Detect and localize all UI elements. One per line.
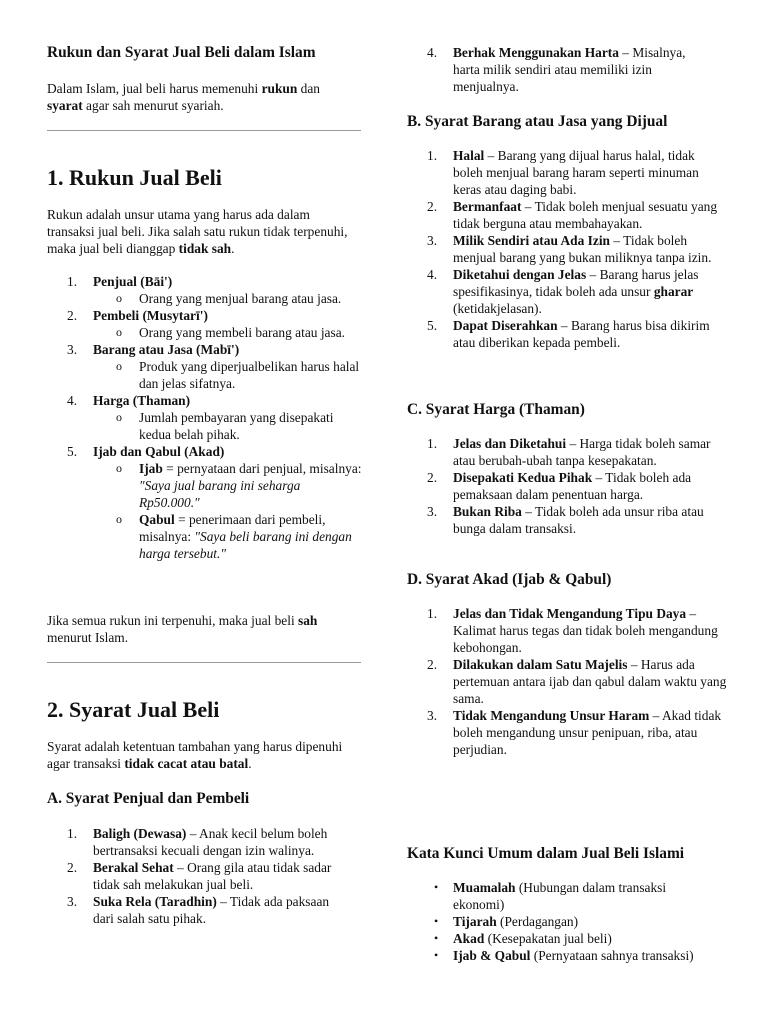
subheading-syarat-akad: D. Syarat Akad (Ijab & Qabul) (407, 571, 612, 588)
list-item: • Muamalah (Hubungan dalam transaksi ekonomi) (434, 880, 667, 912)
list-item: 2. Pembeli (Musytarī') o Orang yang membeli barang atau jasa. (47, 307, 363, 341)
intro-paragraph: Dalam Islam, jual beli harus memenuhi rukun dan syarat agar sah menurut syariah. (47, 81, 320, 113)
syarat-penjual-list-continued (407, 44, 707, 95)
sub-list-item: o Orang yang membeli barang atau jasa. (116, 325, 345, 340)
syarat-akad-list (407, 605, 727, 758)
sub-list (93, 460, 363, 562)
sub-list-item: o Orang yang menjual barang atau jasa. (116, 291, 342, 306)
list-item: 4. Berhak Menggunakan Harta – Misalnya, harta milik sendiri atau memiliki izin menjualnya. (427, 45, 686, 94)
syarat-barang-list (407, 147, 723, 351)
list-item: • Ijab & Qabul (Pernyataan sahnya transaksi) (434, 948, 694, 963)
sub-list (93, 324, 363, 341)
list-item: 3. Bukan Riba – Tidak boleh ada unsur riba atau bunga dalam transaksi. (427, 504, 704, 536)
list-item: 5. Dapat Diserahkan – Barang harus bisa dikirim atau diberikan kepada pembeli. (427, 318, 710, 350)
syarat-description: Syarat adalah ketentuan tambahan yang harus dipenuhi agar transaksi tidak cacat atau batal. (47, 739, 343, 771)
list-item: 1. Halal – Barang yang dijual harus halal, tidak boleh menjual barang haram seperti minuman keras atau daging babi. (427, 148, 699, 197)
list-item: 3. Barang atau Jasa (Mabī') o Produk yang diperjualbelikan harus halal dan jelas sifatnya. (47, 341, 363, 392)
subheading-syarat-barang: B. Syarat Barang atau Jasa yang Dijual (407, 113, 668, 130)
list-item: 2. Bermanfaat – Tidak boleh menjual sesuatu yang tidak berguna atau membahayakan. (427, 199, 718, 231)
list-item: 2. Dilakukan dalam Satu Majelis – Harus ada pertemuan antara ijab dan qabul dalam waktu yang sama. (427, 657, 727, 706)
list-item: 1. Jelas dan Tidak Mengandung Tipu Daya – Kalimat harus tegas dan tidak boleh mengandung kebohongan. (427, 606, 718, 655)
list-item: 1. Baligh (Dewasa) – Anak kecil belum boleh bertransaksi kecuali dengan izin walinya. (67, 826, 328, 858)
rukun-list (47, 273, 363, 562)
list-item: • Tijarah (Perdagangan) (434, 914, 579, 929)
subheading-syarat-penjual: A. Syarat Penjual dan Pembeli (47, 790, 250, 807)
sub-list (93, 290, 363, 307)
section-heading-syarat: 2. Syarat Jual Beli (47, 697, 220, 722)
document-title: Rukun dan Syarat Jual Beli dalam Islam (47, 44, 316, 61)
sub-list-item: o Jumlah pembayaran yang disepakati kedua belah pihak. (116, 410, 334, 442)
list-item: 1. Jelas dan Diketahui – Harga tidak boleh samar atau berubah-ubah tanpa kesepakatan. (427, 436, 711, 468)
list-item: • Akad (Kesepakatan jual beli) (434, 931, 612, 946)
subheading-syarat-harga: C. Syarat Harga (Thaman) (407, 401, 585, 418)
section-heading-rukun: 1. Rukun Jual Beli (47, 165, 222, 190)
sub-list (93, 409, 363, 443)
divider (47, 662, 361, 663)
divider (47, 130, 361, 131)
sub-list-item: o Qabul = penerimaan dari pembeli, misalnya: "Saya beli barang ini dengan harga tersebut." (116, 512, 352, 561)
kata-kunci-list (407, 879, 707, 964)
syarat-penjual-list (47, 825, 347, 927)
list-item: 2. Disepakati Kedua Pihak – Tidak boleh ada pemaksaan dalam penentuan harga. (427, 470, 692, 502)
sub-list-item: o Produk yang diperjualbelikan harus halal dan jelas sifatnya. (116, 359, 360, 391)
list-item: 1. Penjual (Bāi') o Orang yang menjual barang atau jasa. (47, 273, 363, 307)
list-item: 4. Harga (Thaman) o Jumlah pembayaran yang disepakati kedua belah pihak. (47, 392, 363, 443)
sub-list-item: o Ijab = pernyataan dari penjual, misalnya: "Saya jual barang ini seharga Rp50.000." (116, 461, 362, 510)
list-item: 3. Suka Rela (Taradhin) – Tidak ada paksaan dari salah satu pihak. (67, 894, 330, 926)
list-item: 3. Milik Sendiri atau Ada Izin – Tidak boleh menjual barang yang bukan miliknya tanpa izin. (427, 233, 712, 265)
subheading-kata-kunci: Kata Kunci Umum dalam Jual Beli Islami (407, 845, 685, 862)
syarat-harga-list (407, 435, 723, 537)
list-item: 4. Diketahui dengan Jelas – Barang harus jelas spesifikasinya, tidak boleh ada unsur gharar (ketidakjelasan). (427, 267, 699, 316)
list-item: 5. Ijab dan Qabul (Akad) o Ijab = pernyataan dari penjual, misalnya: "Saya jual barang ini seharga Rp50.000." o Qabul = penerimaan dari pembeli, misalnya: "Saya beli barang ini dengan harga tersebut." (67, 444, 362, 561)
sub-list (93, 358, 363, 392)
rukun-conclusion: Jika semua rukun ini terpenuhi, maka jual beli sah menurut Islam. (47, 613, 318, 645)
list-item: 3. Tidak Mengandung Unsur Haram – Akad tidak boleh mengandung unsur penipuan, riba, atau perjudian. (427, 708, 722, 757)
rukun-description: Rukun adalah unsur utama yang harus ada dalam transaksi jual beli. Jika salah satu rukun tidak terpenuhi, maka jual beli dianggap tidak sah. (47, 207, 348, 256)
list-item: 2. Berakal Sehat – Orang gila atau tidak sadar tidak sah melakukan jual beli. (67, 860, 332, 892)
